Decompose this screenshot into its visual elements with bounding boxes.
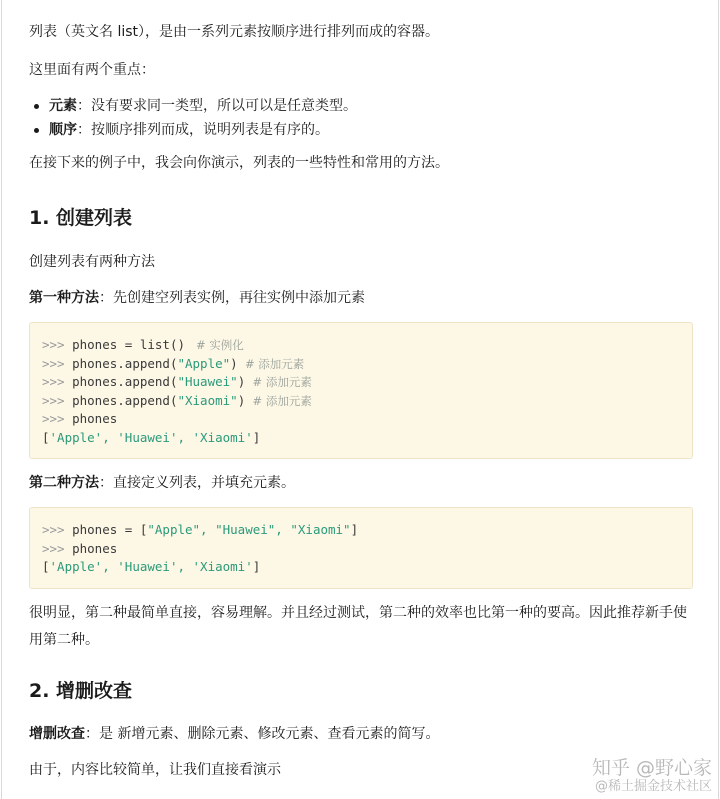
point-text: ：没有要求同一类型，所以可以是任意类型。 <box>77 98 357 114</box>
code-text: phones <box>72 540 118 556</box>
crud-definition-paragraph <box>29 724 439 744</box>
method-one-text: ：先创建空列表实例，再往实例中添加元素 <box>99 290 365 306</box>
comparison-paragraph: 很明显，第二种最简单直接，容易理解。并且经过测试，第二种的效率也比第一种的要高。因此推荐新手使用第二种。 <box>29 605 687 648</box>
code-text: phones.append( <box>72 392 178 408</box>
code-line <box>42 521 680 540</box>
code-text: [ <box>42 429 50 445</box>
code-text: phones = [ <box>72 522 148 537</box>
intro-demo-paragraph: 在接下来的例子中，我会向你演示，列表的一些特性和常用的方法。 <box>29 155 449 171</box>
intro-paragraph: 列表（英文名 list），是由一系列元素按顺序进行排列而成的容器。 <box>29 24 440 40</box>
code-string: "Xiaomi" <box>177 392 238 408</box>
point-term: 元素 <box>49 98 77 114</box>
code-line <box>42 373 680 392</box>
method-two-text: ：直接定义列表，并填充元素。 <box>99 475 295 491</box>
code-comment: # 添加元素 <box>245 375 312 389</box>
code-line <box>42 336 680 355</box>
code-text: phones = list() <box>72 337 185 352</box>
method-two-paragraph <box>29 473 295 493</box>
code-text: ) <box>237 392 246 408</box>
intro-points-lead: 这里面有两个重点： <box>29 62 155 78</box>
crud-text: ：是 新增元素、删除元素、修改元素、查看元素的简写。 <box>85 726 440 742</box>
code-comment: # 添加元素 <box>245 393 312 408</box>
watermark-line: 知乎 @野心家 <box>591 757 712 779</box>
list-item <box>29 94 357 118</box>
code-line <box>42 540 680 559</box>
code-string: 'Apple', 'Huawei', 'Xiaomi' <box>49 559 253 574</box>
code-prompt: >>> <box>42 540 73 556</box>
page-left-border <box>1 0 2 799</box>
code-comment: # 添加元素 <box>237 356 305 371</box>
crud-term: 增删改查 <box>29 726 85 742</box>
key-points-list <box>29 94 357 142</box>
watermark <box>592 757 712 795</box>
code-prompt: >>> <box>42 337 73 352</box>
page-right-border <box>718 0 719 799</box>
section-heading-crud: 2. 增删改查 <box>29 680 133 702</box>
code-text: phones.append( <box>72 355 178 371</box>
demo-lead-paragraph: 由于，内容比较简单，让我们直接看演示 <box>29 762 281 778</box>
code-prompt: >>> <box>42 355 73 371</box>
code-line <box>42 410 680 429</box>
code-line <box>42 558 680 577</box>
list-item <box>29 118 357 142</box>
code-line <box>42 355 680 374</box>
create-methods-paragraph: 创建列表有两种方法 <box>29 254 155 270</box>
code-string: "Apple", "Huawei", "Xiaomi" <box>147 522 351 537</box>
code-block-method-one <box>29 322 693 459</box>
code-prompt: >>> <box>42 374 73 389</box>
watermark-line: @稀土掘金技术社区 <box>594 779 712 794</box>
code-block-method-two <box>29 507 693 589</box>
code-text: phones.append( <box>72 374 178 389</box>
method-two-term: 第二种方法 <box>29 475 99 491</box>
point-text: ：按顺序排列而成，说明列表是有序的。 <box>77 122 329 138</box>
code-text: [ <box>42 559 50 574</box>
section-heading-create: 1. 创建列表 <box>29 207 133 229</box>
code-text: ) <box>230 355 238 371</box>
code-comment: # 实例化 <box>185 338 244 352</box>
code-string: "Apple" <box>177 355 231 371</box>
code-line <box>42 429 680 448</box>
method-one-paragraph <box>29 288 365 308</box>
code-string: "Huawei" <box>177 374 238 389</box>
point-term: 顺序 <box>49 122 77 138</box>
code-text: phones <box>72 411 118 426</box>
code-text: ] <box>252 429 261 445</box>
code-prompt: >>> <box>42 522 73 537</box>
code-text: ) <box>237 374 246 389</box>
code-line <box>42 392 680 411</box>
code-prompt: >>> <box>42 392 73 408</box>
code-prompt: >>> <box>42 411 73 426</box>
code-string: 'Apple', 'Huawei', 'Xiaomi' <box>49 429 253 445</box>
code-text: ] <box>350 522 359 537</box>
code-text: ] <box>252 559 261 574</box>
method-one-term: 第一种方法 <box>29 290 99 306</box>
